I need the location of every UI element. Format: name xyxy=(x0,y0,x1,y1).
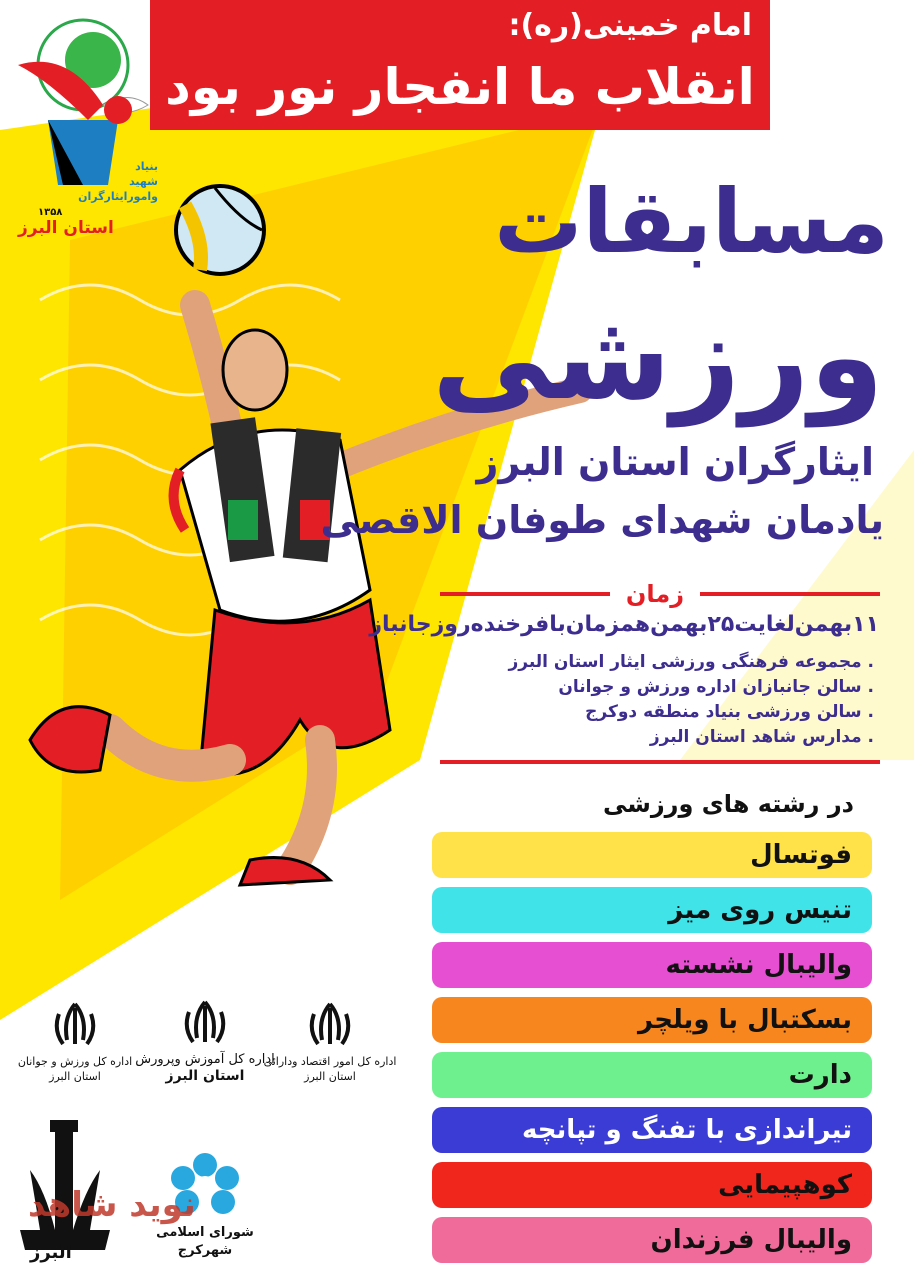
sports-heading: در رشته های ورزشی xyxy=(602,790,854,818)
sport-item-sitting-volleyball: والیبال نشسته xyxy=(432,942,872,988)
iran-emblem-icon xyxy=(175,998,235,1048)
org-education xyxy=(135,998,275,1085)
council-name: شورای اسلامی شهرکرج xyxy=(156,1225,254,1258)
logo-name-1: بنیاد xyxy=(135,160,158,173)
iran-emblem-icon xyxy=(300,1000,360,1050)
venues-list xyxy=(508,650,874,750)
banner-quote: انقلاب ما انفجار نور بود xyxy=(165,58,755,116)
org-finance xyxy=(260,1000,400,1084)
venue-item: . سالن ورزشی بنیاد منطقه دوکرج xyxy=(585,702,874,722)
alborz-logo-label: البرز xyxy=(30,1242,72,1263)
logo-year: ۱۳۵۸ xyxy=(38,207,63,218)
watermark: نوید شاهد xyxy=(28,1185,196,1225)
venue-item: . مدارس شاهد استان البرز xyxy=(649,727,874,747)
sport-item-table-tennis: تنیس روی میز xyxy=(432,887,872,933)
org-sports-title: اداره کل ورزش و جوانان xyxy=(17,1055,133,1068)
org-education-province: استان البرز xyxy=(165,1068,245,1084)
subtitle-line-1: ایثارگران استان البرز xyxy=(476,440,874,484)
org-finance-title: اداره کل امور اقتصاد ودارائی xyxy=(263,1055,397,1068)
org-education-title: اداره کل آموزش وپرورش xyxy=(135,1052,275,1067)
logo-province: استان البرز xyxy=(18,218,114,238)
sport-item-children-volleyball: والیبال فرزندان xyxy=(432,1217,872,1263)
header-banner xyxy=(150,0,770,130)
logo-name-3: وامورایثارگران xyxy=(78,190,158,203)
sports-list xyxy=(432,832,872,1272)
sport-item-hiking: کوهپیمایی xyxy=(432,1162,872,1208)
title-line-1: مسابقات xyxy=(494,170,889,273)
org-sports xyxy=(5,1000,145,1084)
venue-item: . مجموعه فرهنگی ورزشی ایثار استان البرز xyxy=(508,652,874,672)
sport-item-wheelchair-basketball: بسکتبال با ویلچر xyxy=(432,997,872,1043)
time-value: ۱۱بهمن‌لغایت۲۵بهمن‌همزمان‌بافرخنده‌روزجانباز xyxy=(369,612,879,637)
banner-quote-author: امام خمینی(ره): xyxy=(508,8,752,43)
sport-item-futsal: فوتسال xyxy=(432,832,872,878)
sport-item-shooting: تیراندازی با تفنگ و تپانچه xyxy=(432,1107,872,1153)
subtitle-line-2: یادمان شهدای طوفان الاقصی xyxy=(320,498,884,542)
title-line-2: ورزشی xyxy=(431,288,884,427)
org-sports-province: استان البرز xyxy=(49,1070,101,1083)
sport-item-darts: دارت xyxy=(432,1052,872,1098)
logo-name-2: شهید xyxy=(129,175,158,188)
org-finance-province: استان البرز xyxy=(304,1070,356,1083)
volleyball-icon xyxy=(176,186,264,274)
time-label: زمان xyxy=(610,580,700,608)
venue-item: . سالن جانبازان اداره ورزش و جوانان xyxy=(558,677,874,697)
iran-emblem-icon xyxy=(45,1000,105,1050)
divider-sports xyxy=(440,760,880,764)
